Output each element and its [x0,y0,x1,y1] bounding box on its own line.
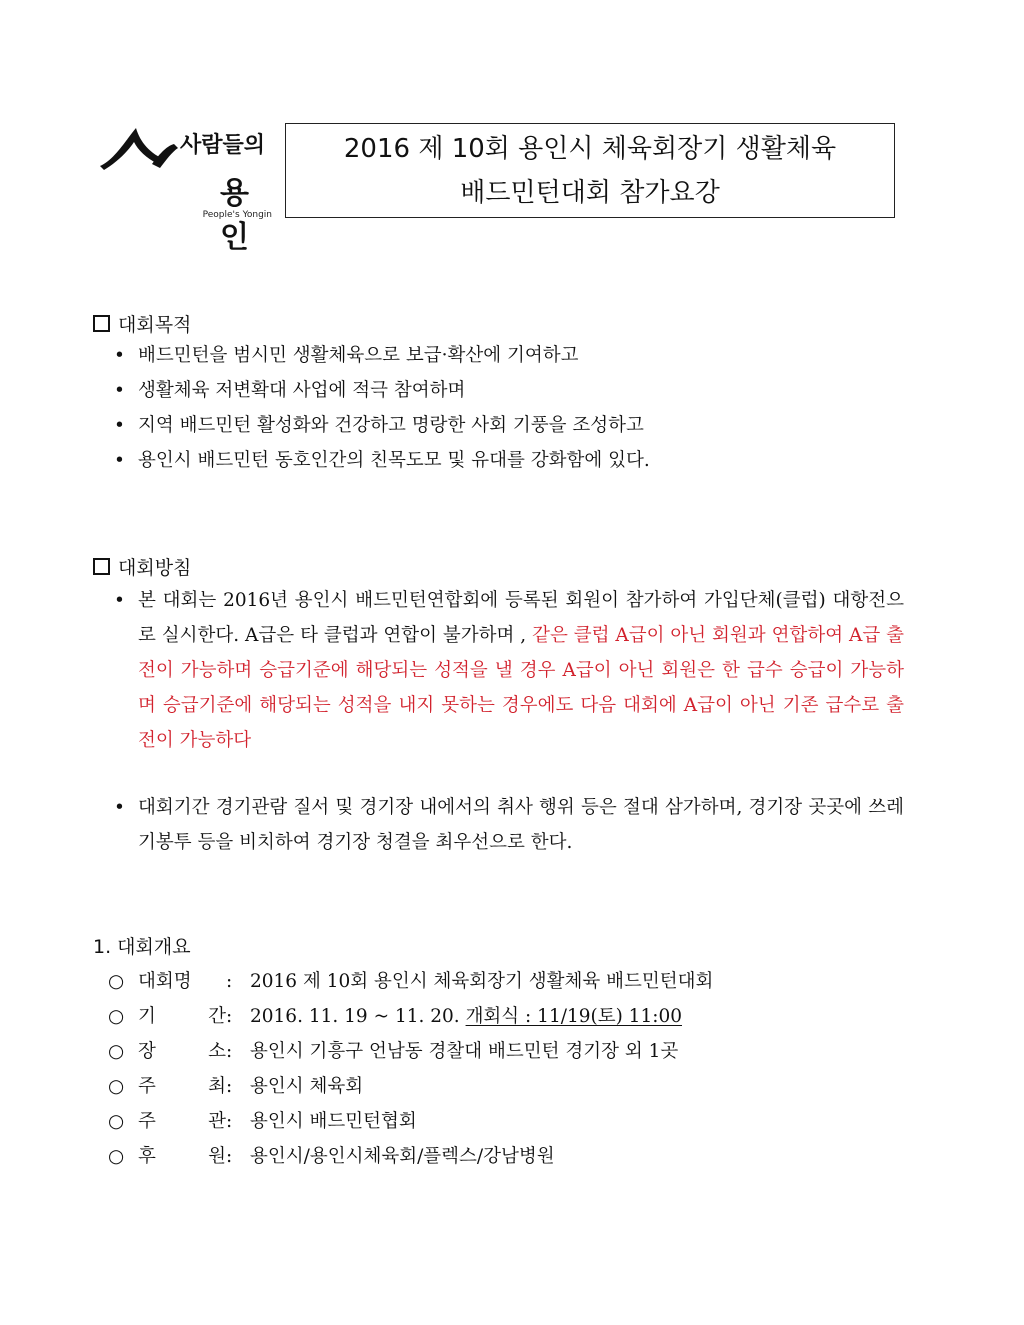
policy-item-text-red: 같은 클럽 A급이 아닌 회원과 연합하여 A급 출전이 가능하며 승급기준에 해당되는 성적을 낼 경우 A급이 아닌 회원은 한 급수 승급이 가능하며 승급기준에 해당되는 성적을 내지 못하는 경우에도 다음 대회에 A급이 아닌 기존 급수로 출전이 가능하다 [138,625,904,751]
policy-heading-text: 대회방침 [118,557,192,579]
checkbox-square-icon [93,558,110,575]
outline-row-value: 2016. 11. 19 ~ 11. 20. [250,1006,466,1027]
outline-row-label: 기 간 [138,1006,226,1027]
outline-row-label: 주 최 [138,1076,226,1097]
outline-row-value: 2016 제 10회 용인시 체육회장기 생활체육 배드민턴대회 [250,971,714,992]
outline-row-value-underlined: 개회식 : 11/19(토) 11:00 [465,1006,682,1027]
purpose-heading-text: 대회목적 [118,314,192,336]
outline-row-colon: : [226,1006,233,1027]
circle-bullet-icon: ○ [108,1041,125,1062]
circle-bullet-icon: ○ [108,1076,125,1097]
outline-row-label: 대회명 [138,971,192,992]
title-box [285,123,895,218]
outline-row [108,1105,417,1139]
policy-item-text [138,583,904,758]
bullet-icon: • [114,345,125,366]
purpose-item [114,373,904,408]
bullet-icon: • [114,415,125,436]
circle-bullet-icon: ○ [108,1006,125,1027]
circle-bullet-icon: ○ [108,1146,125,1167]
purpose-item [114,338,904,373]
purpose-item-text: 용인시 배드민턴 동호인간의 친목도모 및 유대를 강화함에 있다. [138,450,650,471]
outline-row [108,1035,678,1069]
title-line-1: 2016 제 10회 용인시 체육회장기 생활체육 [343,133,837,164]
outline-heading: 1. 대회개요 [93,936,191,958]
bullet-icon: • [114,450,125,471]
outline-row [108,965,713,999]
outline-row-colon: : [226,1111,233,1132]
outline-row-value: 용인시 배드민턴협회 [250,1111,417,1132]
purpose-item-text: 지역 배드민턴 활성화와 건강하고 명랑한 사회 기풍을 조성하고 [138,415,644,436]
logo-text-sub: 용인 [220,176,249,255]
outline-row-colon: : [226,1076,233,1097]
outline-row-colon: : [226,971,233,992]
outline-row-label: 장 소 [138,1041,226,1062]
outline-row [108,1140,555,1174]
bullet-icon: • [114,590,125,611]
purpose-item-text: 배드민턴을 범시민 생활체육으로 보급·확산에 기여하고 [138,345,579,366]
logo-tagline: People's Yongin [202,210,272,220]
circle-bullet-icon: ○ [108,971,125,992]
policy-item [114,583,904,758]
checkbox-square-icon [93,315,110,332]
purpose-item-text: 생활체육 저변확대 사업에 적극 참여하며 [138,380,466,401]
logo-text-main: 사람들의 [180,133,266,158]
outline-row [108,1000,682,1034]
purpose-heading [93,310,191,337]
outline-row-label: 후 원 [138,1146,226,1167]
outline-row-value: 용인시 기흥구 언남동 경찰대 배드민턴 경기장 외 1곳 [250,1041,679,1062]
bullet-icon: • [114,380,125,401]
outline-row [108,1070,363,1104]
title-line-2: 배드민턴대회 참가요강 [460,177,720,208]
bullet-icon: • [114,797,125,818]
policy-item-text-black: 본 대회는 2016년 용인시 배드민턴연합회에 등록된 회원이 참가하여 가입단체(클럽) 대항전으로 실시한다. A급은 타 클럽과 연합이 불가하며 , [138,590,904,646]
policy-heading [93,553,191,580]
logo [96,120,276,255]
purpose-item [114,443,904,478]
purpose-item [114,408,904,443]
policy-item-text: 대회기간 경기관람 질서 및 경기장 내에서의 취사 행위 등은 절대 삼가하며, 경기장 곳곳에 쓰레기봉투 등을 비치하여 경기장 청결을 최우선으로 한다. [138,797,904,853]
outline-row-value: 용인시/용인시체육회/플렉스/강남병원 [250,1146,555,1167]
outline-row-value: 용인시 체육회 [250,1076,364,1097]
policy-item [114,790,904,860]
outline-row-colon: : [226,1041,233,1062]
outline-row-label: 주 관 [138,1111,226,1132]
circle-bullet-icon: ○ [108,1111,125,1132]
outline-row-colon: : [226,1146,233,1167]
